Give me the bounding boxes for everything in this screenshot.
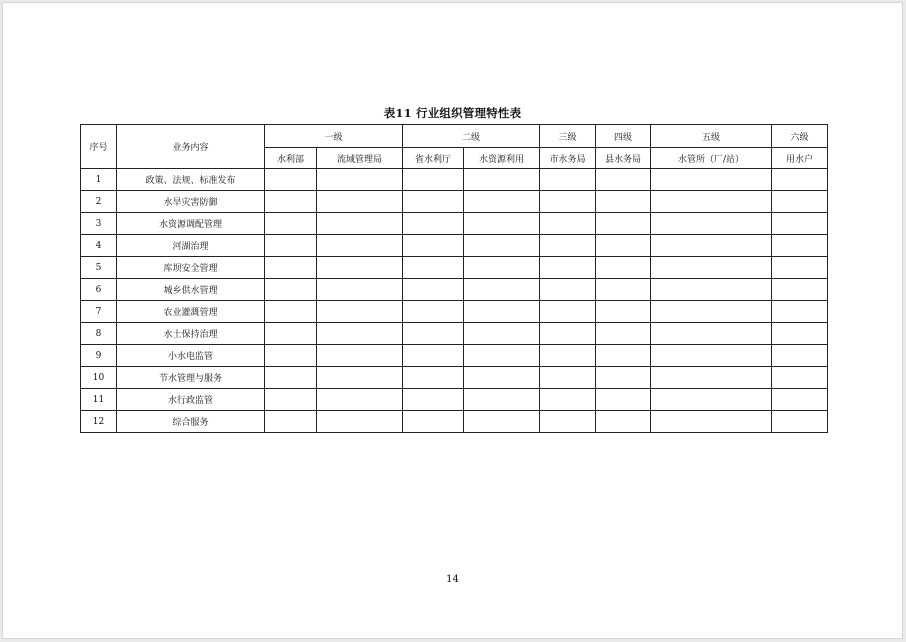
row-content: 政策、法规、标准发布 [117,169,265,191]
row-number: 2 [81,191,117,213]
empty-cell [265,169,317,191]
header-unit-water-resources: 水资源利用 [464,148,540,169]
row-content: 库坝安全管理 [117,257,265,279]
empty-cell [596,279,651,301]
empty-cell [772,279,828,301]
row-number: 1 [81,169,117,191]
empty-cell [403,169,464,191]
empty-cell [317,235,403,257]
row-content: 水行政监管 [117,389,265,411]
empty-cell [772,323,828,345]
empty-cell [317,191,403,213]
row-number: 6 [81,279,117,301]
row-number: 10 [81,367,117,389]
empty-cell [403,411,464,433]
header-unit-city-bureau: 市水务局 [540,148,596,169]
empty-cell [317,389,403,411]
row-content: 水旱灾害防御 [117,191,265,213]
empty-cell [464,279,540,301]
empty-cell [772,389,828,411]
row-content: 节水管理与服务 [117,367,265,389]
table-row [81,235,828,257]
row-content: 城乡供水管理 [117,279,265,301]
empty-cell [651,323,772,345]
row-number: 12 [81,411,117,433]
empty-cell [464,213,540,235]
empty-cell [651,411,772,433]
header-level-4: 四级 [596,125,651,148]
table-row [81,301,828,323]
empty-cell [265,389,317,411]
empty-cell [403,257,464,279]
empty-cell [265,257,317,279]
header-unit-ministry: 水利部 [265,148,317,169]
empty-cell [651,169,772,191]
empty-cell [317,323,403,345]
empty-cell [464,367,540,389]
table-title: 表11 行业组织管理特性表 [383,106,522,120]
empty-cell [772,411,828,433]
table-row [81,213,828,235]
empty-cell [540,235,596,257]
empty-cell [403,213,464,235]
empty-cell [403,279,464,301]
empty-cell [651,279,772,301]
row-number: 8 [81,323,117,345]
empty-cell [265,235,317,257]
table-row [81,389,828,411]
empty-cell [265,213,317,235]
empty-cell [772,345,828,367]
empty-cell [265,301,317,323]
empty-cell [403,323,464,345]
header-unit-county-bureau: 县水务局 [596,148,651,169]
empty-cell [403,367,464,389]
header-unit-water-user: 用水户 [772,148,828,169]
table-row [81,191,828,213]
empty-cell [265,411,317,433]
empty-cell [540,301,596,323]
empty-cell [317,169,403,191]
empty-cell [596,191,651,213]
table-row [81,279,828,301]
empty-cell [540,389,596,411]
row-content: 水土保持治理 [117,323,265,345]
header-level-3: 三级 [540,125,596,148]
empty-cell [540,213,596,235]
table-row [81,345,828,367]
row-number: 3 [81,213,117,235]
empty-cell [772,257,828,279]
empty-cell [651,235,772,257]
empty-cell [403,235,464,257]
header-level-6: 六级 [772,125,828,148]
empty-cell [540,191,596,213]
row-content: 小水电监管 [117,345,265,367]
header-seq: 序号 [81,125,117,169]
header-level-1: 一级 [265,125,403,148]
empty-cell [772,213,828,235]
empty-cell [540,411,596,433]
empty-cell [317,301,403,323]
empty-cell [596,235,651,257]
row-number: 5 [81,257,117,279]
organization-characteristics-table [80,124,828,433]
table-row [81,169,828,191]
empty-cell [651,213,772,235]
empty-cell [540,345,596,367]
row-number: 9 [81,345,117,367]
empty-cell [651,191,772,213]
empty-cell [651,389,772,411]
empty-cell [596,301,651,323]
empty-cell [596,411,651,433]
empty-cell [596,213,651,235]
empty-cell [265,191,317,213]
row-content: 农业灌溉管理 [117,301,265,323]
empty-cell [651,301,772,323]
empty-cell [464,301,540,323]
header-unit-station: 水管所（厂/站） [651,148,772,169]
empty-cell [403,345,464,367]
empty-cell [265,279,317,301]
empty-cell [265,323,317,345]
row-content: 水资源调配管理 [117,213,265,235]
table-row [81,323,828,345]
empty-cell [596,169,651,191]
table-row [81,367,828,389]
empty-cell [464,411,540,433]
empty-cell [464,345,540,367]
empty-cell [464,169,540,191]
empty-cell [540,279,596,301]
empty-cell [651,257,772,279]
empty-cell [772,169,828,191]
row-number: 11 [81,389,117,411]
empty-cell [464,323,540,345]
empty-cell [596,367,651,389]
header-level-2: 二级 [403,125,540,148]
row-number: 4 [81,235,117,257]
empty-cell [540,323,596,345]
empty-cell [772,301,828,323]
empty-cell [403,191,464,213]
table-body [81,169,828,433]
table-row [81,411,828,433]
empty-cell [317,257,403,279]
empty-cell [403,389,464,411]
empty-cell [317,411,403,433]
row-content: 综合服务 [117,411,265,433]
empty-cell [540,367,596,389]
empty-cell [464,235,540,257]
empty-cell [540,257,596,279]
empty-cell [317,345,403,367]
empty-cell [651,367,772,389]
empty-cell [317,367,403,389]
empty-cell [596,257,651,279]
empty-cell [265,345,317,367]
empty-cell [772,191,828,213]
empty-cell [317,213,403,235]
empty-cell [596,389,651,411]
table-row [81,257,828,279]
empty-cell [464,191,540,213]
empty-cell [596,323,651,345]
empty-cell [540,169,596,191]
page-number: 14 [446,574,459,585]
empty-cell [265,367,317,389]
header-unit-basin-bureau: 流域管理局 [317,148,403,169]
header-content: 业务内容 [117,125,265,169]
empty-cell [651,345,772,367]
header-unit-provincial-dept: 省水利厅 [403,148,464,169]
empty-cell [464,257,540,279]
row-number: 7 [81,301,117,323]
document-page [2,2,903,639]
empty-cell [772,367,828,389]
empty-cell [772,235,828,257]
header-level-5: 五级 [651,125,772,148]
empty-cell [403,301,464,323]
header-row-levels [81,125,828,148]
empty-cell [464,389,540,411]
empty-cell [317,279,403,301]
empty-cell [596,345,651,367]
row-content: 河湖治理 [117,235,265,257]
